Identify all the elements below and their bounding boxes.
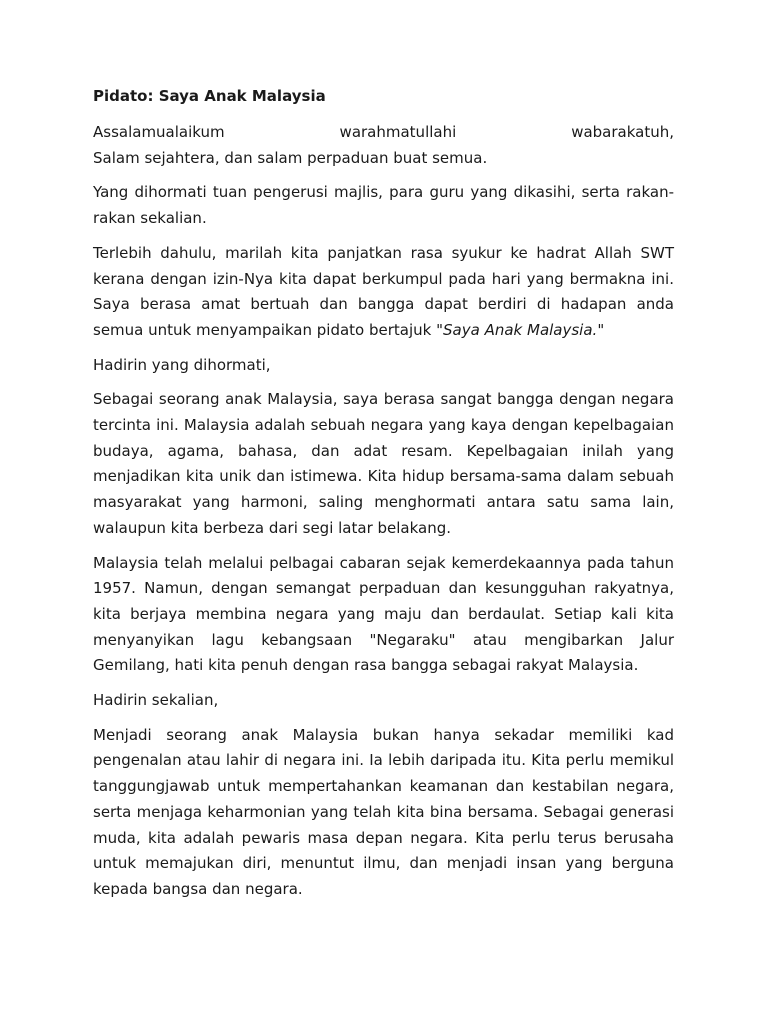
hadirin-heading-2: Hadirin sekalian, [93,691,219,710]
document-title: Pidato: Saya Anak Malaysia [93,87,326,105]
document-page [93,86,674,912]
intro-text: Terlebih dahulu, marilah kita panjatkan rasa syukur ke hadrat Allah SWT kerana dengan izin-Nya kita dapat berkumpul pada hari yang bermakna ini. Saya berasa amat bertuah dan bangga dapat berdiri di hadapan anda semua untuk menyampaikan pidato bertajuk " [93,243,674,339]
greeting-word-3: wabarakatuh, [571,123,674,141]
greeting-word-1: Assalamualaikum [93,123,225,141]
greeting-paragraph [93,120,674,171]
body-paragraph-2: Malaysia telah melalui pelbagai cabaran sejak kemerdekaannya pada tahun 1957. Namun, dengan semangat perpaduan dan kesungguhan rakyatnya, kita berjaya membina negara yang maju dan berdaulat. Setiap kali kita menyanyikan lagu kebangsaan "Negaraku" atau mengibarkan Jalur Gemilang, hati kita penuh dengan rasa bangga sebagai rakyat Malaysia. [93,553,674,675]
hadirin-heading-1: Hadirin yang dihormati, [93,355,271,374]
body-paragraph-3: Menjadi seorang anak Malaysia bukan hanya sekadar memiliki kad pengenalan atau lahir di negara ini. Ia lebih daripada itu. Kita perlu memikul tanggungjawab untuk mempertahankan keamanan dan kestabilan negara, serta menjaga keharmonian yang telah kita bina bersama. Sebagai generasi muda, kita adalah pewaris masa depan negara. Kita perlu terus berusaha untuk memajukan diri, menuntut ilmu, dan menjadi insan yang berguna kepada bangsa dan negara. [93,725,674,898]
speech-title-italic: Saya Anak Malaysia. [443,320,598,339]
greeting-line-1 [93,120,674,146]
respect-paragraph: Yang dihormati tuan pengerusi majlis, para guru yang dikasihi, serta rakan-rakan sekalian. [93,183,674,228]
intro-paragraph [93,241,674,344]
greeting-line-2: Salam sejahtera, dan salam perpaduan buat semua. [93,148,488,167]
intro-closing-quote: " [597,320,605,339]
body-paragraph-1: Sebagai seorang anak Malaysia, saya berasa sangat bangga dengan negara tercinta ini. Malaysia adalah sebuah negara yang kaya dengan kepelbagaian budaya, agama, bahasa, dan adat resam. Kepelbagaian inilah yang menjadikan kita unik dan istimewa. Kita hidup bersama-sama dalam sebuah masyarakat yang harmoni, saling menghormati antara satu sama lain, walaupun kita berbeza dari segi latar belakang. [93,390,674,537]
greeting-word-2: warahmatullahi [339,123,457,141]
